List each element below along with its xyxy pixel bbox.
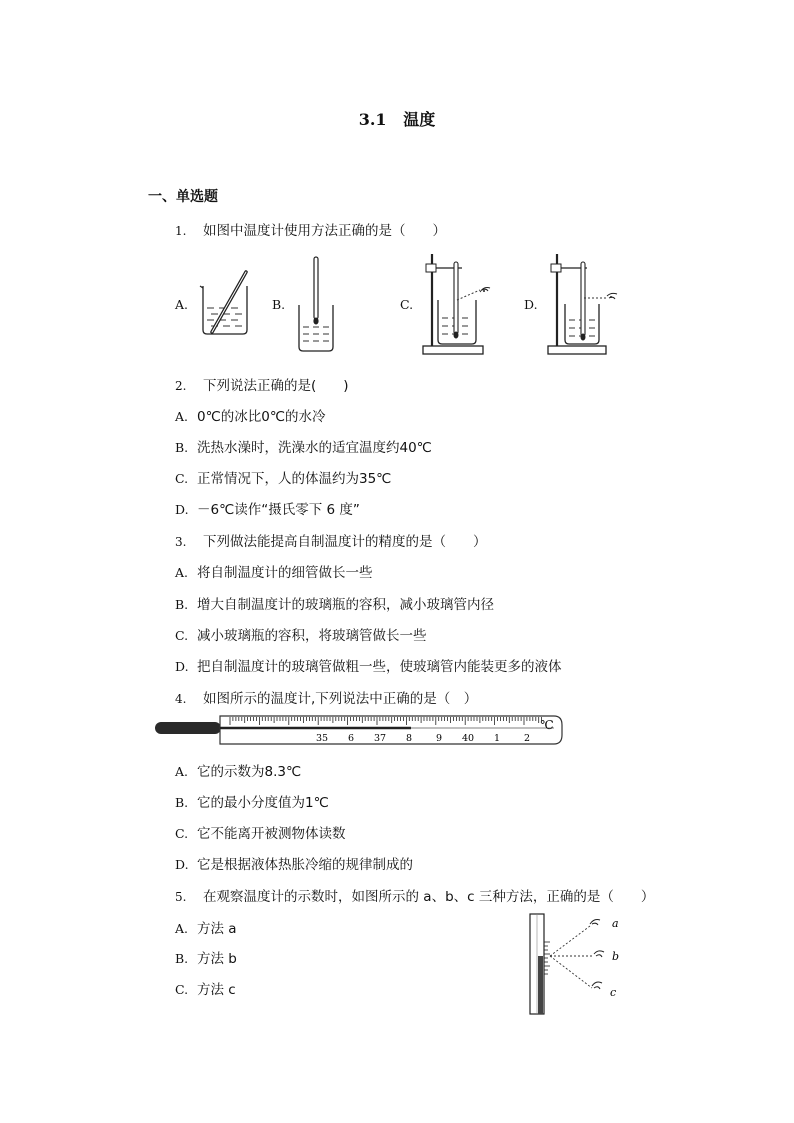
option-text: 把自制温度计的玻璃管做粗一些，使玻璃管内能装更多的液体 — [197, 659, 562, 675]
scale-label: 40 — [461, 733, 475, 744]
option-text: 方法 c — [197, 982, 236, 998]
option-letter: C. — [175, 628, 189, 643]
scale-label: 8 — [405, 733, 413, 744]
option-letter: A. — [175, 565, 189, 580]
figure-label-b: B. — [272, 297, 286, 312]
option-5c[interactable] — [175, 978, 236, 998]
option-2b[interactable] — [175, 436, 432, 456]
option-text: 它的示数为8.3℃ — [197, 764, 302, 780]
option-text: 正常情况下，人的体温约为35℃ — [197, 471, 392, 487]
option-text: －6℃读作“摄氏零下 6 度” — [197, 502, 360, 518]
beaker-figure-a — [198, 268, 258, 340]
option-5b[interactable] — [175, 947, 237, 967]
question-number: 2. — [175, 379, 187, 393]
eye-icon — [590, 920, 600, 926]
scale-label: 2 — [523, 733, 531, 744]
eye-icon — [607, 293, 617, 299]
option-text: 它是根据液体热胀冷缩的规律制成的 — [197, 857, 413, 873]
stand-figure-c — [420, 252, 500, 356]
question-text: 在观察温度计的示数时，如图所示的 a、b、c 三种方法，正确的是（ ） — [203, 889, 655, 905]
beaker-figure-b — [296, 255, 336, 353]
option-3b[interactable] — [175, 593, 494, 613]
option-letter: A. — [175, 921, 189, 936]
scale-label: 37 — [373, 733, 387, 744]
option-text: 它的最小分度值为1℃ — [197, 795, 329, 811]
figure-label-d: D. — [524, 297, 538, 312]
option-letter: C. — [175, 826, 189, 841]
option-letter: A. — [175, 764, 189, 779]
eye-icon — [480, 288, 490, 293]
option-text: 它不能离开被测物体读数 — [197, 826, 346, 842]
option-letter: B. — [175, 795, 189, 810]
title-number: 3.1 — [358, 110, 387, 129]
question-text: 下列做法能提高自制温度计的精度的是（ ） — [203, 534, 487, 550]
option-text: 减小玻璃瓶的容积，将玻璃管做长一些 — [197, 628, 427, 644]
option-letter: B. — [175, 951, 189, 966]
option-2d[interactable] — [175, 498, 360, 518]
title-text: 温度 — [403, 110, 436, 129]
question-text: 如图中温度计使用方法正确的是（ ） — [203, 223, 446, 239]
eye-label-b: b — [612, 950, 620, 963]
eye-label-a: a — [612, 917, 619, 930]
option-text: 增大自制温度计的玻璃瓶的容积，减小玻璃管内径 — [197, 597, 494, 613]
option-text: 方法 a — [197, 921, 237, 937]
option-text: 洗热水澡时，洗澡水的适宜温度约40℃ — [197, 440, 432, 456]
section-heading: 一、单选题 — [148, 189, 218, 205]
thermometer-bulb — [155, 722, 221, 734]
figure-label-a: A. — [175, 297, 189, 312]
scale-label: 6 — [347, 733, 355, 744]
question-number: 4. — [175, 692, 187, 706]
figure-label-c: C. — [400, 297, 414, 312]
option-3a[interactable] — [175, 561, 373, 581]
scale-label: 1 — [493, 733, 501, 744]
option-letter: B. — [175, 597, 189, 612]
option-4d[interactable] — [175, 853, 413, 873]
clinical-thermometer — [154, 713, 564, 749]
unit-label: ℃ — [540, 718, 554, 732]
question-number: 3. — [175, 535, 187, 549]
option-3c[interactable] — [175, 624, 427, 644]
option-text: 方法 b — [197, 951, 237, 967]
question-5 — [175, 885, 654, 905]
option-3d[interactable] — [175, 655, 562, 675]
question-number: 5. — [175, 890, 187, 904]
option-letter: D. — [175, 502, 189, 517]
option-2a[interactable] — [175, 405, 326, 425]
option-4c[interactable] — [175, 822, 346, 842]
option-letter: A. — [175, 409, 189, 424]
option-5a[interactable] — [175, 917, 237, 937]
option-text: 0℃的冰比0℃的水冷 — [197, 409, 326, 425]
question-text: 如图所示的温度计,下列说法中正确的是（ ） — [203, 691, 478, 707]
option-text: 将自制温度计的细管做长一些 — [197, 565, 373, 581]
question-2 — [175, 374, 349, 394]
eye-icon — [594, 951, 604, 957]
question-4 — [175, 687, 477, 707]
option-letter: D. — [175, 659, 189, 674]
scale-label: 35 — [315, 733, 329, 744]
question-number: 1. — [175, 224, 187, 238]
question-3 — [175, 530, 487, 550]
option-letter: C. — [175, 471, 189, 486]
page-title — [0, 107, 794, 130]
thermometer-stick — [314, 257, 318, 319]
option-letter: B. — [175, 440, 189, 455]
option-4b[interactable] — [175, 791, 329, 811]
option-4a[interactable] — [175, 760, 301, 780]
question-1 — [175, 219, 446, 239]
eye-label-c: c — [610, 986, 617, 999]
option-letter: C. — [175, 982, 189, 997]
scale-label: 9 — [435, 733, 443, 744]
eye-icon — [592, 982, 602, 989]
stand-figure-d — [545, 252, 625, 356]
option-letter: D. — [175, 857, 189, 872]
liquid-column — [538, 956, 543, 1014]
option-2c[interactable] — [175, 467, 391, 487]
reading-angle-figure — [524, 912, 634, 1016]
question-text: 下列说法正确的是( ) — [203, 378, 349, 394]
